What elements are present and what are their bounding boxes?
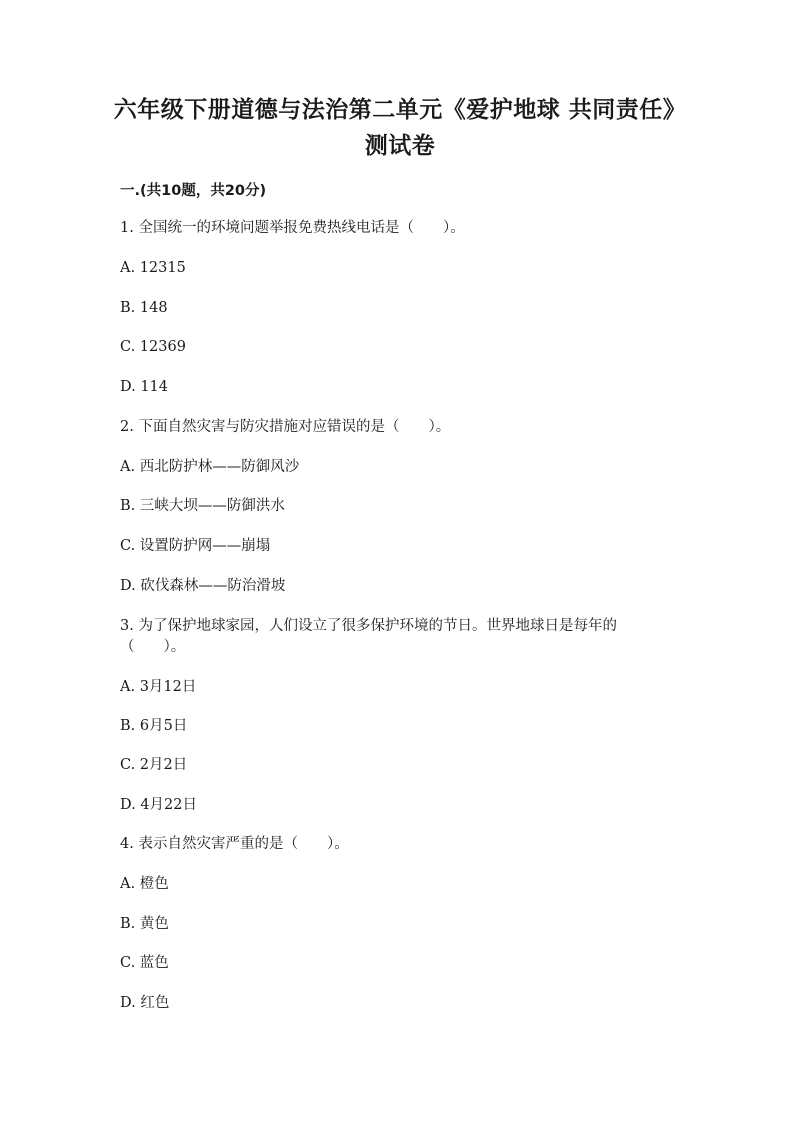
question-2-option-a[interactable]: A. 西北防护林——防御风沙: [120, 459, 300, 475]
question-4-stem: 4. 表示自然灾害严重的是（ ）。: [120, 836, 349, 852]
question-1-stem: 1. 全国统一的环境问题举报免费热线电话是（ ）。: [120, 220, 465, 236]
question-3-option-d[interactable]: D. 4月22日: [120, 797, 198, 813]
question-1-option-a[interactable]: A. 12315: [120, 260, 186, 276]
question-3-option-b[interactable]: B. 6月5日: [120, 718, 188, 734]
question-3-option-c[interactable]: C. 2月2日: [120, 757, 188, 773]
section-heading: 一.(共10题，共20分): [120, 183, 267, 199]
question-2-option-d[interactable]: D. 砍伐森林——防治滑坡: [120, 578, 286, 594]
question-1-option-d[interactable]: D. 114: [120, 379, 169, 395]
question-2-stem: 2. 下面自然灾害与防灾措施对应错误的是（ ）。: [120, 419, 451, 435]
question-4-option-a[interactable]: A. 橙色: [120, 876, 169, 892]
question-4-option-b[interactable]: B. 黄色: [120, 916, 169, 932]
question-2-option-c[interactable]: C. 设置防护网——崩塌: [120, 538, 271, 554]
document-title: 六年级下册道德与法治第二单元《爱护地球 共同责任》测试卷: [113, 97, 687, 159]
question-4-option-c[interactable]: C. 蓝色: [120, 955, 169, 971]
question-2-option-b[interactable]: B. 三峡大坝——防御洪水: [120, 498, 285, 514]
question-1-option-b[interactable]: B. 148: [120, 300, 168, 316]
question-3-option-a[interactable]: A. 3月12日: [120, 679, 197, 695]
question-4-option-d[interactable]: D. 红色: [120, 995, 170, 1011]
question-1-option-c[interactable]: C. 12369: [120, 339, 186, 355]
question-3-stem: 3. 为了保护地球家园，人们设立了很多保护环境的节日。世界地球日是每年的（ ）。: [120, 618, 617, 655]
